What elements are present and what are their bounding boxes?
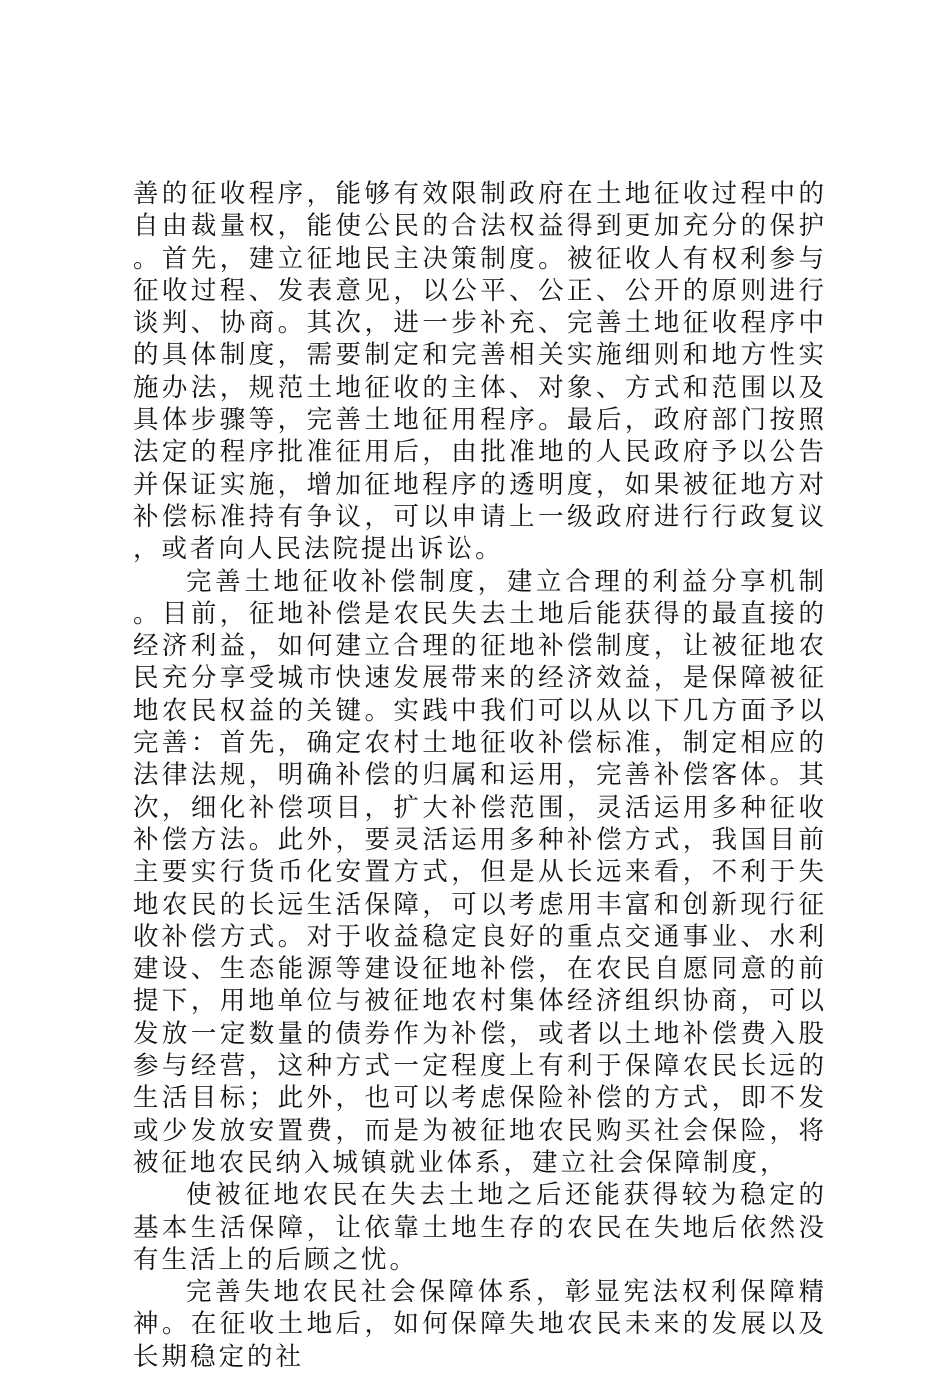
paragraph-4: 完善失地农民社会保障体系，彰显宪法权利保障精神。在征收土地后，如何保障失地农民未来的发展以及长期稳定的社 — [133, 1277, 827, 1372]
document-page — [133, 178, 827, 1373]
paragraph-3: 使被征地农民在失去土地之后还能获得较为稳定的基本生活保障，让依靠土地生存的农民在失地后依然没有生活上的后顾之忧。 — [133, 1180, 827, 1275]
paragraph-2: 完善土地征收补偿制度，建立合理的利益分享机制。目前，征地补偿是农民失去土地后能获得的最直接的经济利益，如何建立合理的征地补偿制度，让被征地农民充分享受城市快速发展带来的经济效益，是保障被征地农民权益的关键。实践中我们可以从以下几方面予以完善：首先，确定农村土地征收补偿标准，制定相应的法律法规，明确补偿的归属和运用，完善补偿客体。其次，细化补偿项目，扩大补偿范围，灵活运用多种征收补偿方法。此外，要灵活运用多种补偿方式，我国目前主要实行货币化安置方式，但是从长远来看，不利于失地农民的长远生活保障，可以考虑用丰富和创新现行征收补偿方式。对于收益稳定良好的重点交通事业、水利建设、生态能源等建设征地补偿，在农民自愿同意的前提下，用地单位与被征地农村集体经济组织协商，可以发放一定数量的债券作为补偿，或者以土地补偿费入股参与经营，这种方式一定程度上有利于保障农民长远的生活目标；此外，也可以考虑保险补偿的方式，即不发或少发放安置费，而是为被征地农民购买社会保险，将被征地农民纳入城镇就业体系，建立社会保障制度， — [133, 566, 827, 1178]
paragraph-1: 善的征收程序，能够有效限制政府在土地征收过程中的自由裁量权，能使公民的合法权益得到更加充分的保护。首先，建立征地民主决策制度。被征收人有权利参与征收过程、发表意见，以公平、公正、公开的原则进行谈判、协商。其次，进一步补充、完善土地征收程序中的具体制度，需要制定和完善相关实施细则和地方性实施办法，规范土地征收的主体、对象、方式和范围以及具体步骤等，完善土地征用程序。最后，政府部门按照法定的程序批准征用后，由批准地的人民政府予以公告并保证实施，增加征地程序的透明度，如果被征地方对补偿标准持有争议，可以申请上一级政府进行行政复议，或者向人民法院提出诉讼。 — [133, 179, 827, 565]
